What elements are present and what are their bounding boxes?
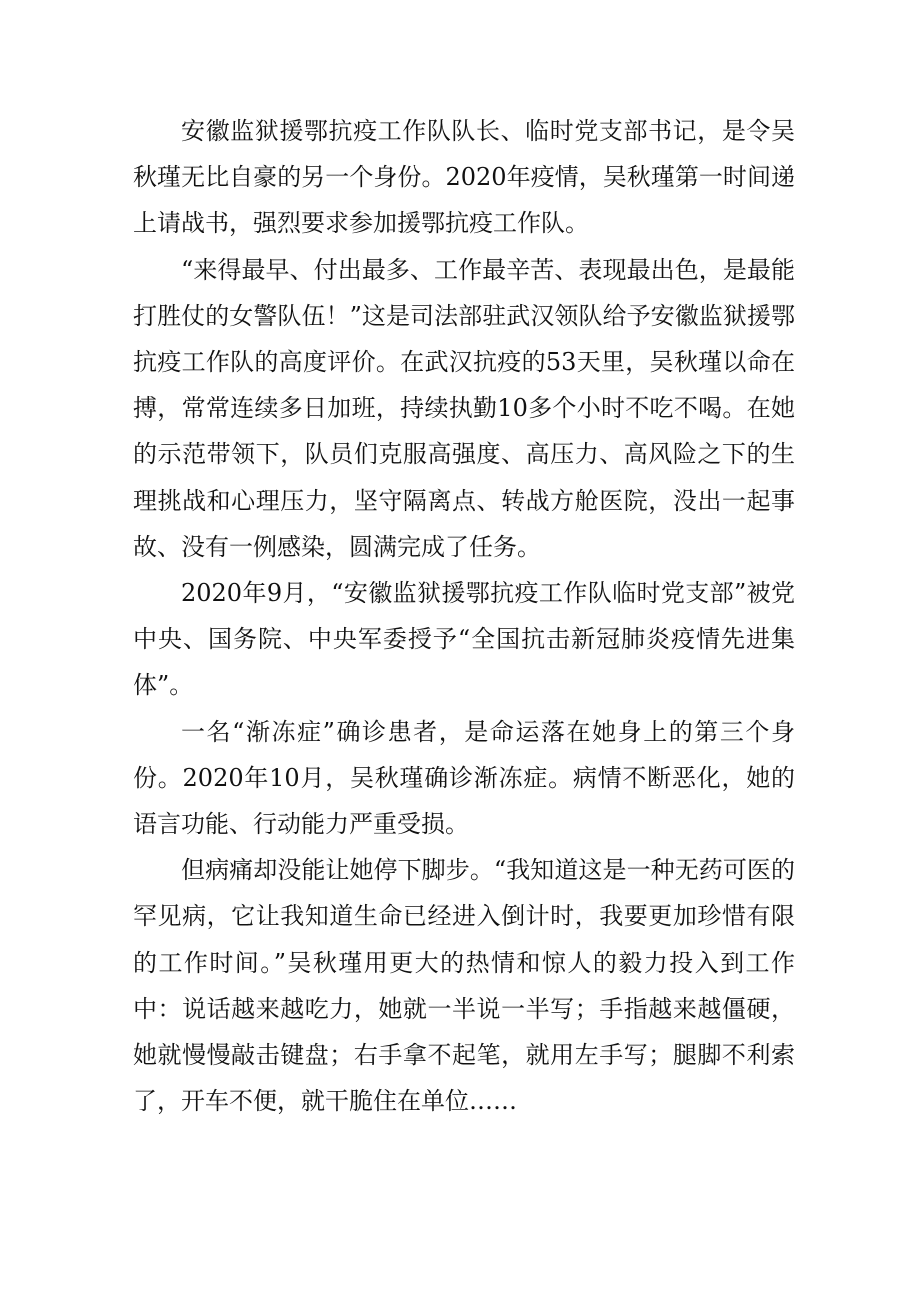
document-body bbox=[133, 108, 795, 1124]
paragraph-5: 但病痛却没能让她停下脚步。“我知道这是一种无药可医的罕见病，它让我知道生命已经进入倒计时，我要更加珍惜有限的工作时间。”吴秋瑾用更大的热情和惊人的毅力投入到工作中：说话越来越吃力，她就一半说一半写；手指越来越僵硬，她就慢慢敲击键盘；右手拿不起笔，就用左手写；腿脚不利索了，开车不便，就干脆住在单位…… bbox=[133, 856, 795, 1116]
paragraph-2: “来得最早、付出最多、工作最辛苦、表现最出色，是最能打胜仗的女警队伍！”这是司法部驻武汉领队给予安徽监狱援鄂抗疫工作队的高度评价。在武汉抗疫的53天里，吴秋瑾以命在搏，常常连续多日加班，持续执勤10多个小时不吃不喝。在她的示范带领下，队员们克服高强度、高压力、高风险之下的生理挑战和心理压力，坚守隔离点、转战方舱医院，没出一起事故、没有一例感染，圆满完成了任务。 bbox=[133, 255, 795, 561]
paragraph-3: 2020年9月，“安徽监狱援鄂抗疫工作队临时党支部”被党中央、国务院、中央军委授予“全国抗击新冠肺炎疫情先进集体”。 bbox=[133, 579, 795, 700]
paragraph-4: 一名“渐冻症”确诊患者，是命运落在她身上的第三个身份。2020年10月，吴秋瑾确诊渐冻症。病情不断恶化，她的语言功能、行动能力严重受损。 bbox=[133, 717, 795, 839]
paragraph-1: 安徽监狱援鄂抗疫工作队队长、临时党支部书记，是令吴秋瑾无比自豪的另一个身份。2020年疫情，吴秋瑾第一时间递上请战书，强烈要求参加援鄂抗疫工作队。 bbox=[133, 117, 795, 238]
